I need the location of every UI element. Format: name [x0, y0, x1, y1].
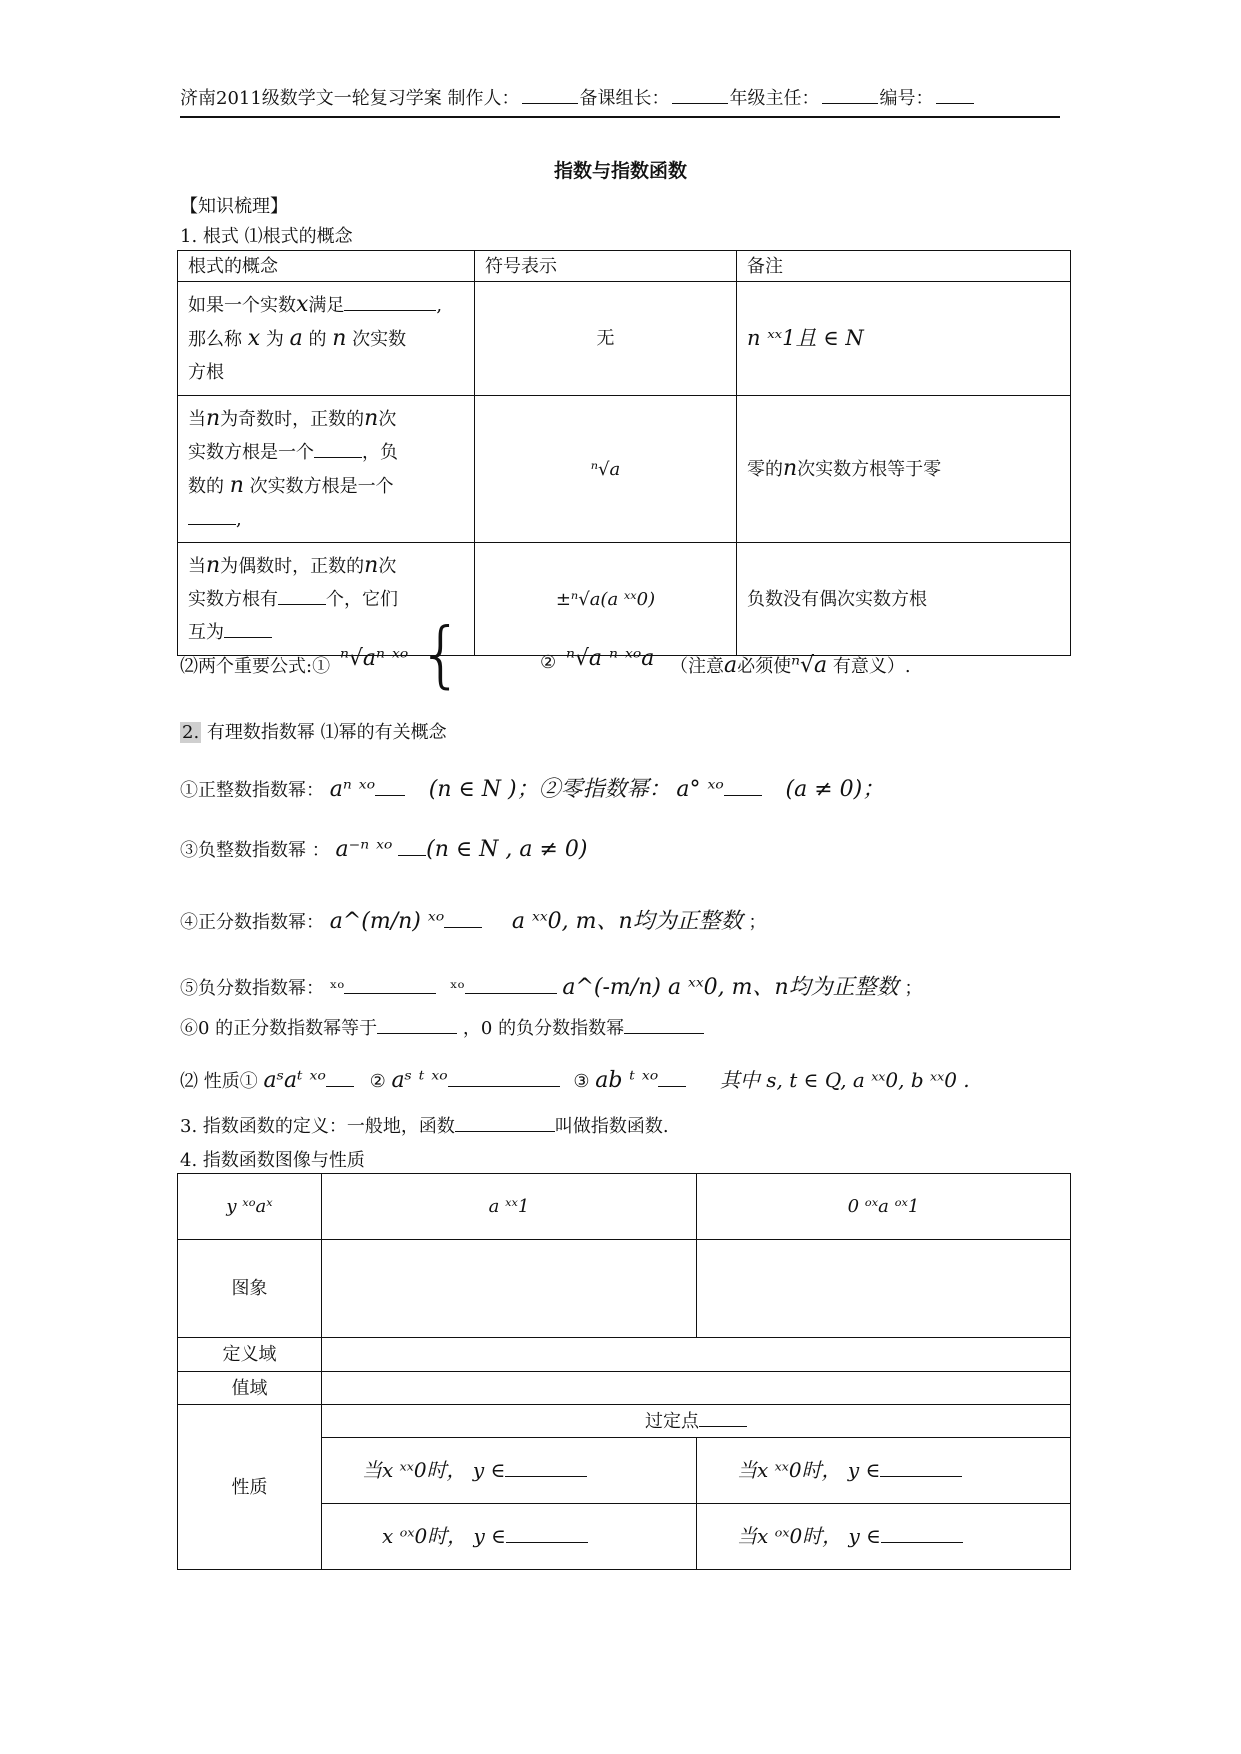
blank-line: [699, 1412, 747, 1427]
th-symbol: 符号表示: [475, 251, 737, 282]
text: ，0 的负分数指数幂: [462, 1018, 625, 1039]
property-cell: [322, 1504, 697, 1570]
blank-director: [822, 89, 878, 104]
text: 个，它们: [326, 589, 398, 610]
formula: (n ∈ N , a ≠ 0): [426, 837, 588, 862]
text: ，负: [362, 442, 398, 463]
cell-even-root-symbol: ±ⁿ√a(a ˣˣ0): [475, 543, 737, 656]
blank-line: [724, 781, 762, 796]
blank-line: [344, 979, 436, 994]
text: 的: [308, 329, 327, 350]
fixed-point-cell: [322, 1405, 1071, 1438]
text: 叫做指数函数.: [554, 1116, 669, 1137]
knowledge-heading: 【知识梳理】: [180, 196, 288, 217]
text: 如果一个实数: [188, 295, 296, 316]
text: 那么称: [188, 329, 242, 350]
text: 次实数: [352, 329, 407, 350]
formula: (n ∈ N )；②零指数幂：: [428, 777, 671, 802]
var-n: n: [783, 456, 798, 481]
text: 当: [188, 556, 206, 577]
th-a-between-0-1: 0 ᵒˣa ᵒˣ1: [697, 1174, 1071, 1240]
var-n: n: [206, 406, 221, 431]
text: ③: [573, 1071, 590, 1092]
text: ①正整数指数幂：: [180, 780, 324, 801]
table-row: [178, 1405, 1071, 1438]
symbol: ˣᵒ: [450, 978, 465, 999]
text: 当: [188, 409, 206, 430]
cell-odd-root: 当n为奇数时，正数的n次 实数方根是一个 ，负 数的 n 次实数方根是一个 ,: [178, 396, 475, 543]
brace-icon: {: [418, 612, 464, 696]
text: 次: [378, 409, 397, 430]
blank-line: [314, 443, 362, 458]
cell-symbol-none: 无: [475, 282, 737, 396]
header-school: 济南2011级数学文一轮复习学案 制作人：: [180, 88, 520, 109]
table-row: [178, 1338, 1071, 1372]
text: 零的: [747, 459, 783, 480]
blank-line: [465, 979, 557, 994]
blank-line: [377, 1019, 457, 1034]
row-label-properties: 性质: [178, 1405, 322, 1570]
header-leader-label: 备课组长：: [579, 88, 670, 109]
blank-line: [624, 1019, 704, 1034]
row-label-graph: 图象: [178, 1240, 322, 1338]
blank-number: [936, 89, 974, 104]
page-title: 指数与指数函数: [553, 160, 687, 182]
var-n: n: [206, 553, 221, 578]
text: 互为: [188, 622, 224, 643]
text: ⑥0 的正分数指数幂等于: [180, 1018, 378, 1039]
radical-table: [177, 250, 1071, 656]
blank-line: [375, 781, 405, 796]
table-row: [178, 1174, 1071, 1240]
formula-label: ⑵两个重要公式:①: [180, 656, 331, 677]
text: 3. 指数函数的定义：一般地，函数: [180, 1116, 455, 1137]
text: ；: [904, 978, 923, 999]
var-x: x: [296, 292, 309, 317]
formula: 当x ˣˣ0时， y ∈: [362, 1457, 506, 1482]
blank-line: [224, 623, 272, 638]
text: ⑤负分数指数幂：: [180, 978, 324, 999]
th-function: y ˣᵒaˣ: [178, 1174, 322, 1240]
var-a: a: [724, 653, 738, 678]
line-positive-integer-power: [180, 772, 884, 803]
formula: (a ≠ 0)；: [785, 777, 885, 802]
text: 为偶数时，正数的: [220, 556, 365, 577]
range-cell: [322, 1372, 1071, 1405]
line-negative-integer-power: [180, 836, 588, 862]
formula: a^(-m/n) a ˣˣ0, m、n均为正整数: [562, 975, 899, 1000]
formula-2-prefix: ②: [540, 652, 557, 673]
formula: 当x ˣˣ0时， y ∈: [737, 1457, 881, 1482]
header-director-label: 年级主任：: [729, 88, 820, 109]
blank-line: [188, 510, 236, 525]
text: ⑵ 性质①: [180, 1071, 258, 1092]
row-label-domain: 定义域: [178, 1338, 322, 1372]
table-row: [178, 396, 1071, 543]
th-note: 备注: [737, 251, 1071, 282]
text: 次实数方根是一个: [249, 476, 394, 497]
text: 实数方根是一个: [188, 442, 314, 463]
blank-line: [448, 1072, 560, 1087]
text: 有意义）.: [832, 656, 911, 677]
blank-line: [278, 590, 326, 605]
cell-odd-root-symbol: ⁿ√a: [475, 396, 737, 543]
page-header: [180, 84, 1060, 118]
cell-odd-root-note: [737, 396, 1071, 543]
cell-definition: 如果一个实数x满足 , 那么称 x 为 a 的 n 次实数 方根: [178, 282, 475, 396]
text: 次实数方根等于零: [797, 459, 942, 480]
text: 实数方根有: [188, 589, 278, 610]
property-cell: [322, 1438, 697, 1504]
text: 必须使: [737, 656, 792, 677]
graph-cell-a-greater-1: [322, 1240, 697, 1338]
blank-line: [326, 1072, 354, 1087]
text: 满足: [308, 295, 345, 316]
blank-line: [880, 1462, 962, 1477]
blank-author: [522, 89, 578, 104]
blank-line: [505, 1462, 587, 1477]
text: ④正分数指数幂：: [180, 912, 324, 933]
blank-line: [658, 1072, 686, 1087]
root-a: ⁿ√a: [791, 653, 828, 678]
blank-line: [344, 296, 436, 311]
blank-line: [398, 841, 426, 856]
text: 为: [265, 329, 284, 350]
text: ②: [369, 1071, 386, 1092]
row-label-range: 值域: [178, 1372, 322, 1405]
formula-2-note: [670, 652, 911, 678]
text: 为奇数时，正数的: [220, 409, 365, 430]
formula: a ˣˣ0, m、n均为正整数: [511, 909, 743, 934]
formula-1: ⁿ√aⁿ ˣᵒ: [340, 646, 409, 671]
cell-note-condition: n ˣˣ1且 ∈ N: [737, 282, 1071, 396]
var-n: n: [364, 406, 379, 431]
blank-leader: [672, 89, 728, 104]
var-x: x: [247, 326, 261, 351]
table-row: [178, 543, 1071, 656]
radical-table-header: [178, 251, 1071, 282]
property-cell: [697, 1504, 1071, 1570]
symbol: ˣᵒ: [329, 978, 345, 999]
var-n: n: [229, 473, 244, 498]
text: ；: [748, 912, 767, 933]
line-negative-fraction-power: [180, 970, 922, 1001]
th-concept: 根式的概念: [178, 251, 475, 282]
section-2-number: 2.: [182, 722, 200, 743]
text: ③负整数指数幂 ：: [180, 840, 330, 861]
section-3-definition: [180, 1112, 669, 1138]
table-row: [178, 1240, 1071, 1338]
blank-line: [506, 1528, 588, 1543]
line-zero-fraction-power: [180, 1014, 704, 1040]
formula: a^(m/n) ˣᵒ: [329, 909, 445, 934]
formula: aˢ ᵗ ˣᵒ: [391, 1068, 448, 1093]
text: 过定点: [645, 1410, 699, 1432]
formula: a⁻ⁿ ˣᵒ: [335, 837, 393, 862]
blank-line: [455, 1117, 555, 1132]
formula: ab ᵗ ˣᵒ: [595, 1068, 659, 1093]
formula: aˢaᵗ ˣᵒ: [263, 1068, 326, 1093]
formula: a° ˣᵒ: [676, 777, 724, 802]
formula-2: ⁿ√a ⁿ ˣᵒa: [566, 646, 655, 671]
graph-cell-a-between-0-1: [697, 1240, 1071, 1338]
formula: aⁿ ˣᵒ: [329, 777, 376, 802]
domain-cell: [322, 1338, 1071, 1372]
section-2-heading: [180, 718, 447, 744]
text: 方根: [188, 362, 224, 383]
var-n: n: [364, 553, 379, 578]
var-a: a: [289, 326, 303, 351]
formula: 其中 s, t ∈ Q, a ˣˣ0, b ˣˣ0 .: [719, 1068, 970, 1092]
text: 数的: [188, 476, 224, 497]
var-n: n: [332, 326, 347, 351]
section-4-heading: 4. 指数函数图像与性质: [180, 1150, 365, 1171]
line-positive-fraction-power: [180, 904, 766, 935]
blank-line: [881, 1528, 963, 1543]
line-power-properties: [180, 1064, 970, 1093]
th-a-greater-1: a ˣˣ1: [322, 1174, 697, 1240]
formula: x ᵒˣ0时， y ∈: [382, 1523, 506, 1548]
exponential-function-table: [177, 1173, 1071, 1570]
text: （注意: [670, 656, 724, 677]
property-cell: [697, 1438, 1071, 1504]
text: 有理数指数幂 ⑴幂的有关概念: [206, 722, 447, 743]
blank-line: [444, 913, 482, 928]
section-1-heading: 1. 根式 ⑴根式的概念: [180, 226, 353, 247]
formula: 当x ᵒˣ0时， y ∈: [737, 1523, 881, 1548]
table-row: [178, 282, 1071, 396]
table-row: [178, 1372, 1071, 1405]
cell-even-root-note: 负数没有偶次实数方根: [737, 543, 1071, 656]
text: 次: [378, 556, 397, 577]
header-number-label: 编号：: [879, 88, 934, 109]
